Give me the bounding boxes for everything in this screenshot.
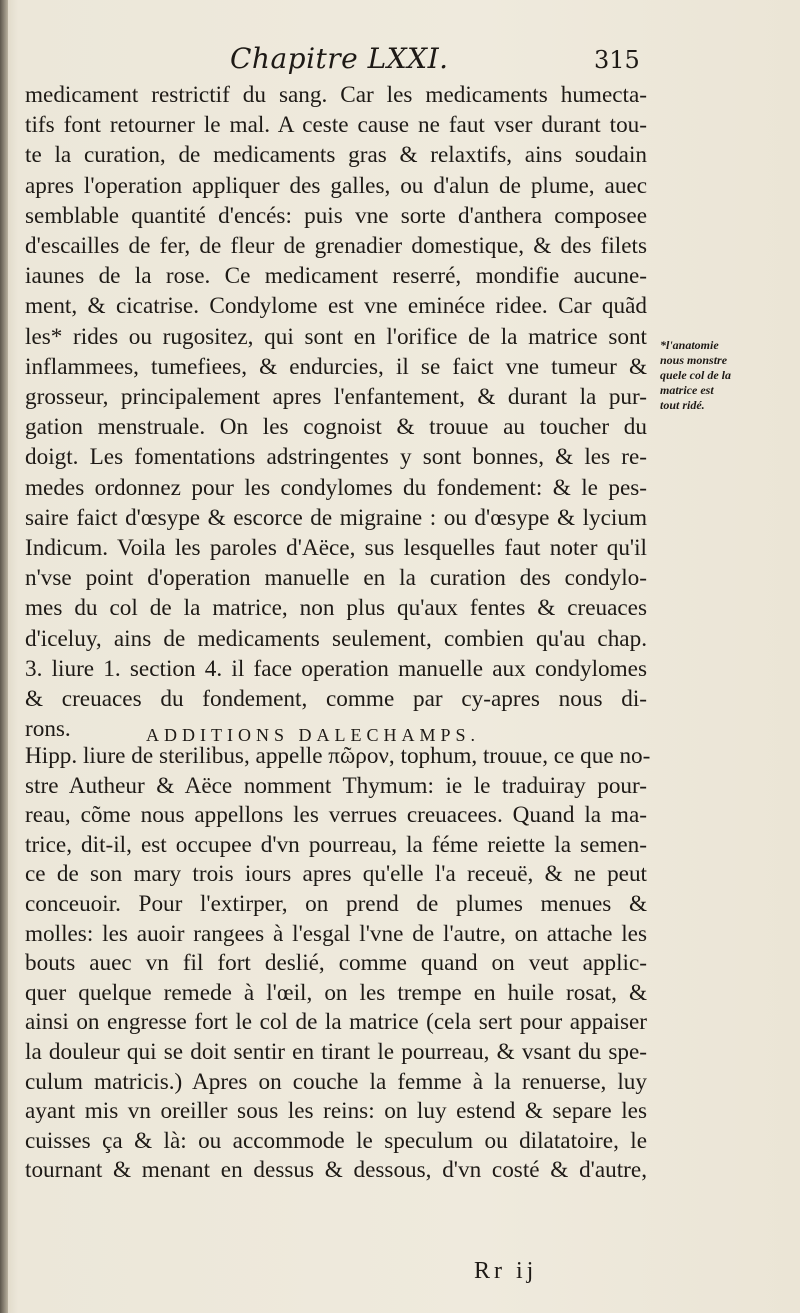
margin-note-line: tout ridé. [660,398,705,412]
page-binding-edge [0,0,8,1313]
margin-note-line: nous monstre [660,353,728,367]
text-line: gation menstruale. On les cognoist & trouue au toucher du [25,414,647,441]
text-line: ayant mis vn oreiller sous les reins: on luy estend & separe les [25,1098,647,1125]
text-line: d'escailles de fer, de fleur de grenadier domestique, & des filets [25,233,647,260]
text-line: tournant & menant en dessus & dessous, d'vn costé & d'autre, [25,1157,647,1184]
margin-note [660,338,788,413]
text-line: d'iceluy, ains de medicaments seulement, combien qu'au chap. [25,625,647,652]
text-line: les* rides ou rugositez, qui sont en l'orifice de la matrice sont [25,323,647,350]
text-line: iaunes de la rose. Ce medicament reserré, mondifie aucune- [25,263,647,290]
page-header [0,42,800,82]
text-line: culum matricis.) Apres on couche la femme à la renuerse, luy [25,1068,647,1095]
text-line: reau, cõme nous appellons les verrues creuacees. Quand la ma- [25,802,647,829]
main-text-block [25,80,647,744]
text-line: cuisses ça & là: ou accommode le speculum ou dilatatoire, le [25,1127,647,1154]
text-line: inflammees, tumefiees, & endurcies, il se faict vne tumeur & [25,353,647,380]
additions-text-block [25,742,651,1186]
text-line: rons. [25,716,71,743]
text-line: trice, dit-il, est occupee d'vn pourreau, la féme reiette la semen- [25,831,647,858]
text-line: saire faict d'œsype & escorce de migraine : ou d'œsype & lycium [25,504,647,531]
text-line: ainsi on engresse fort le col de la matrice (cela sert pour appaiser [25,1009,647,1036]
text-line: conceuoir. Pour l'extirper, on prend de plumes menues & [25,890,647,917]
page-number: 315 [594,46,640,74]
text-line: apres l'operation appliquer des galles, ou d'alun de plume, auec [25,172,647,199]
text-line: semblable quantité d'encés: puis vne sorte d'anthera composee [25,202,647,229]
text-line: n'vse point d'operation manuelle en la curation des condylo- [25,565,647,592]
text-line: bouts auec vn fil fort deslié, comme quand on veut applic- [25,950,647,977]
text-line: tifs font retourner le mal. A ceste cause ne faut vser durant tou- [25,112,647,139]
text-line: la douleur qui se doit sentir en tirant le pourreau, & vsant du spe- [25,1038,647,1065]
margin-note-line: matrice est [660,383,714,397]
text-line: Hipp. liure de sterilibus, appelle πῶρον, tophum, trouue, ce que no- [25,743,651,769]
text-line: medes ordonnez pour les condylomes du fondement: & le pes- [25,474,647,501]
running-title: Chapitre LXXI. [230,42,449,75]
text-line: stre Autheur & Aëce nomment Thymum: ie le traduiray pour- [25,772,647,799]
section-heading: ADDITIONS DALECHAMPS. [146,725,481,745]
margin-note-line: quele col de la [660,368,731,382]
text-line: te la curation, de medicaments gras & relaxtifs, ains soudain [25,142,647,169]
text-line: medicament restrictif du sang. Car les medicaments humecta- [25,82,647,108]
text-line: ment, & cicatrise. Condylome est vne eminéce ridee. Car quãd [25,293,647,320]
text-line: Indicum. Voila les paroles d'Aëce, sus lesquelles faut noter qu'il [25,535,647,562]
signature-mark: Rr ij [474,1258,538,1284]
text-line: 3. liure 1. section 4. il face operation manuelle aux condylomes [25,655,647,682]
text-line: & creuaces du fondement, comme par cy-apres nous di- [25,686,647,713]
margin-note-line: *l'anatomie [660,338,719,352]
text-line: ce de son mary trois iours apres qu'elle l'a receuë, & ne peut [25,861,647,888]
text-line: mes du col de la matrice, non plus qu'aux fentes & creuaces [25,595,647,622]
text-line: doigt. Les fomentations adstringentes y sont bonnes, & les re- [25,444,647,471]
text-line: grosseur, principalement apres l'enfantement, & durant la pur- [25,384,647,411]
text-line: molles: les auoir rangees à l'esgal l'vne de l'autre, on attache les [25,920,647,947]
text-line: quer quelque remede à l'œil, on les trempe en huile rosat, & [25,979,647,1006]
